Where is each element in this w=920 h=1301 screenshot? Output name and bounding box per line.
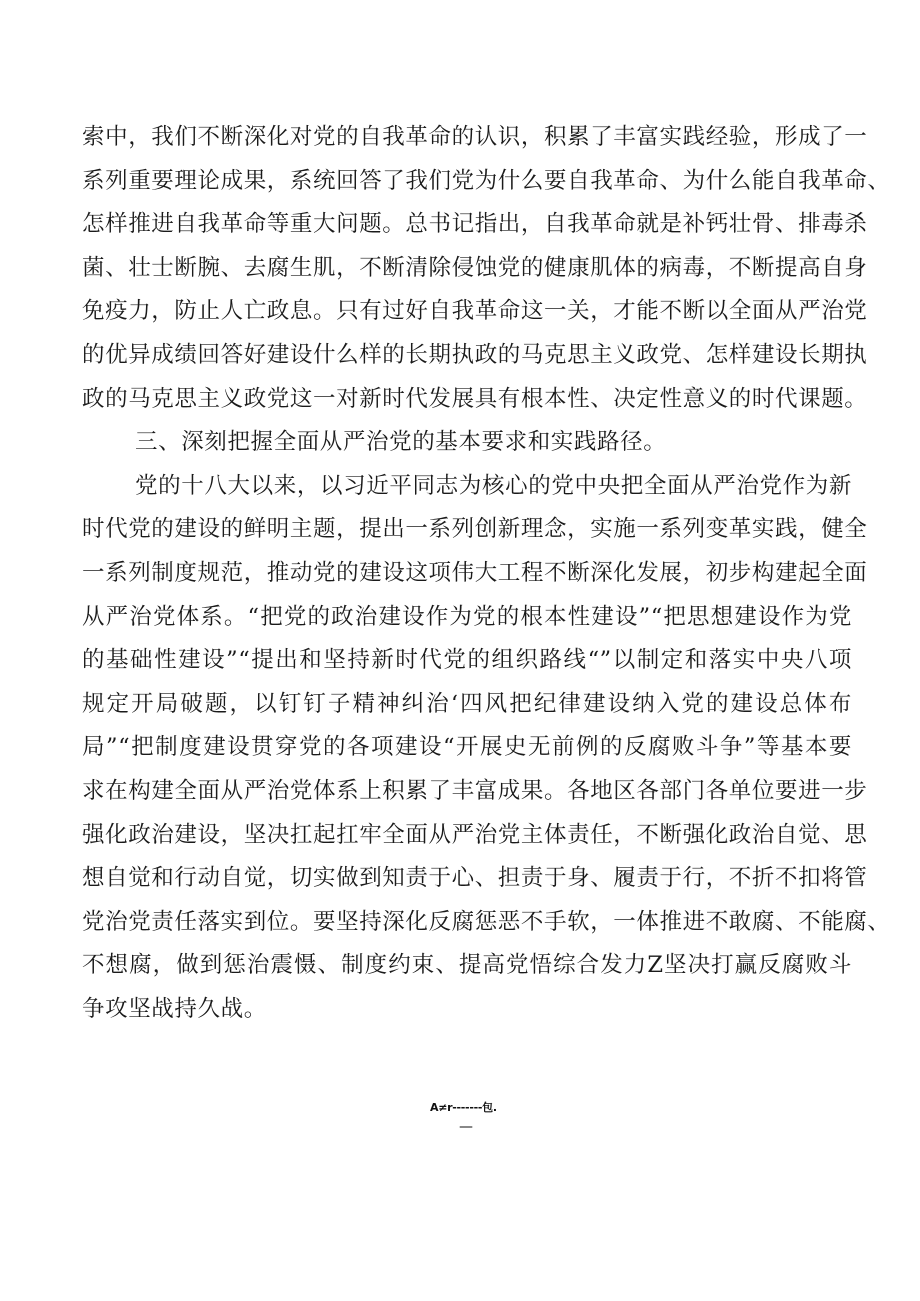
footer-dash: — xyxy=(459,1119,473,1135)
body-text xyxy=(82,116,891,1031)
text-line: 免疫力，防止人亡政息。只有过好自我革命这一关，才能不断以全面从严治党 xyxy=(82,298,868,325)
text-line: 系列重要理论成果，系统回答了我们党为什么要自我革命、为什么能自我革命、 xyxy=(82,167,891,194)
text-line: 规定开局破题，以钉钉子精神纠治‘四风把纪律建设纳入党的建设总体布 xyxy=(82,690,852,717)
text-line: 怎样推进自我革命等重大问题。总书记指出，自我革命就是补钙壮骨、排毒杀 xyxy=(82,211,868,238)
text-line: 不想腐，做到惩治震慑、制度约束、提高党悟综合发力Z坚决打赢反腐败斗 xyxy=(82,952,852,979)
text-line: 的优异成绩回答好建设什么样的长期执政的马克思主义政党、怎样建设长期执 xyxy=(82,341,868,368)
text-line: 党治党责任落实到位。要坚持深化反腐惩恶不手软，一体推进不敢腐、不能腐、 xyxy=(82,908,891,935)
footer-garbled-label: A≠r-------包. xyxy=(430,1101,497,1114)
text-line: 想自觉和行动自觉，切实做到知责于心、担责于身、履责于行，不折不扣将管 xyxy=(82,865,868,892)
text-line: 求在构建全面从严治党体系上积累了丰富成果。各地区各部门各单位要进一步 xyxy=(82,777,868,804)
text-line: 从严治党体系。“把党的政治建设作为党的根本性建设”“把思想建设作为党 xyxy=(82,603,852,630)
text-line: 局”“把制度建设贯穿党的各项建设“开展史无前例的反腐败斗争”等基本要 xyxy=(82,734,852,761)
text-line: 的基础性建设”“提出和坚持新时代党的组织路线“”以制定和落实中央八项 xyxy=(82,647,852,674)
text-line: 一系列制度规范，推动党的建设这项伟大工程不断深化发展，初步构建起全面 xyxy=(82,559,868,586)
text-line: 强化政治建设，坚决扛起扛牢全面从严治党主体责任，不断强化政治自觉、思 xyxy=(82,821,868,848)
text-line: 菌、壮士断腕、去腐生肌，不断清除侵蚀党的健康肌体的病毒，不断提高自身 xyxy=(82,254,868,281)
section-heading: 三、深刻把握全面从严治党的基本要求和实践路径。 xyxy=(135,429,667,456)
text-line: 时代党的建设的鲜明主题，提出一系列创新理念，实施一系列变革实践，健全 xyxy=(82,516,868,543)
text-line: 索中，我们不断深化对党的自我革命的认识，积累了丰富实践经验，形成了一 xyxy=(82,124,868,150)
paragraph-first-line: 党的十八大以来，以习近平同志为核心的党中央把全面从严治党作为新 xyxy=(135,472,852,499)
text-line: 政的马克思主义政党这一对新时代发展具有根本性、决定性意义的时代课题。 xyxy=(82,385,868,412)
text-line-last: 争攻坚战持久战。 xyxy=(82,995,267,1022)
